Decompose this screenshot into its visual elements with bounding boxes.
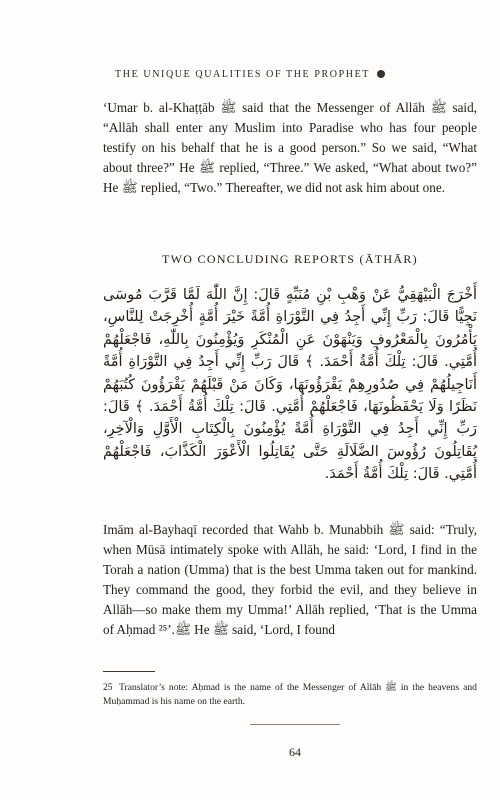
- page-number: 64: [289, 745, 301, 759]
- page-number-rule: [250, 724, 340, 725]
- footnote: [103, 681, 477, 709]
- footnote-separator: [103, 671, 155, 672]
- section-heading: TWO CONCLUDING REPORTS (ĀTHĀR): [162, 252, 418, 266]
- honorific-glyph-icon: [377, 70, 385, 78]
- footnote-number: 25: [103, 682, 113, 693]
- footnote-text: Translator’s note: Aḥmad is the name of the Messenger of Allāh ﷺ in the heavens and Muḥammad is his name on the earth.: [103, 682, 477, 707]
- running-head-text: THE UNIQUE QUALITIES OF THE PROPHET: [115, 69, 370, 80]
- translation-paragraph: Imām al-Bayhaqī recorded that Wahb b. Munabbih ﷺ said: “Truly, when Mūsā intimately spoke with Allāh, he said: ‘Lord, I find in the Torah a nation (Umma) that is the best Umma taken out for mankind. They command the good, they forbid the evil, and they believe in Allāh—so make them my Umma!’ Allāh replied, ‘That is the Umma of Aḥmad ﷺ.’²⁵ He ﷺ said, ‘Lord, I found: [103, 522, 477, 637]
- running-head: [0, 69, 500, 80]
- hadith-paragraph: ‘Umar b. al-Khaṭṭāb ﷺ said that the Messenger of Allāh ﷺ said, “Allāh shall enter any Muslim into Paradise who has four people testify on his behalf that he is a good person.” So we said, “What about three?” He ﷺ replied, “Three.” We asked, “What about two?” He ﷺ replied, “Two.” Thereafter, we did not ask him about one.: [103, 100, 477, 195]
- arabic-text-block: أَخْرَجَ الْبَيْهَقِيُّ عَنْ وَهْبِ بْنِ مُنَبِّهٍ قَالَ: إِنَّ اللّٰهَ لَمَّا قَرَّبَ مُوسَى نَجِيًّا قَالَ: رَبِّ إِنِّي أَجِدُ فِي التَّوْرَاةِ أُمَّةً خَيْرَ أُمَّةٍ أُخْرِجَتْ لِلنَّاسِ، يَأْمُرُونَ بِالْمَعْرُوفِ وَيَنْهَوْنَ عَنِ الْمُنْكَرِ وَيُؤْمِنُونَ بِاللّٰهِ، فَاجْعَلْهُمْ أُمَّتِي. قَالَ: تِلْكَ أُمَّةُ أَحْمَدَ. ﴾ قَالَ رَبِّ إِنِّي أَجِدُ فِي التَّوْرَاةِ أُمَّةً أَنَاجِيلُهُمْ فِي صُدُورِهِمْ يَقْرَؤُونَهَا، وَكَانَ مَنْ قَبْلَهُمْ يَقْرَؤُونَ كُتُبَهُمْ نَظَرًا وَلَا يَحْفَظُونَهَا، فَاجْعَلْهُمْ أُمَّتِي. قَالَ: تِلْكَ أُمَّةُ أَحْمَدَ. ﴾ قَالَ: رَبِّ إِنِّي أَجِدُ فِي التَّوْرَاةِ أُمَّةً يُؤْمِنُونَ بِالْكِتَابِ الْأَوَّلِ وَالْآخِرِ، يُقَاتِلُونَ رُؤُوسَ الضَّلَالَةِ حَتَّى يُقَاتِلُوا الْأَعْوَرَ الْكَذَّابَ، فَاجْعَلْهُمْ أُمَّتِي. قَالَ: تِلْكَ أُمَّةُ أَحْمَدَ.: [103, 287, 477, 483]
